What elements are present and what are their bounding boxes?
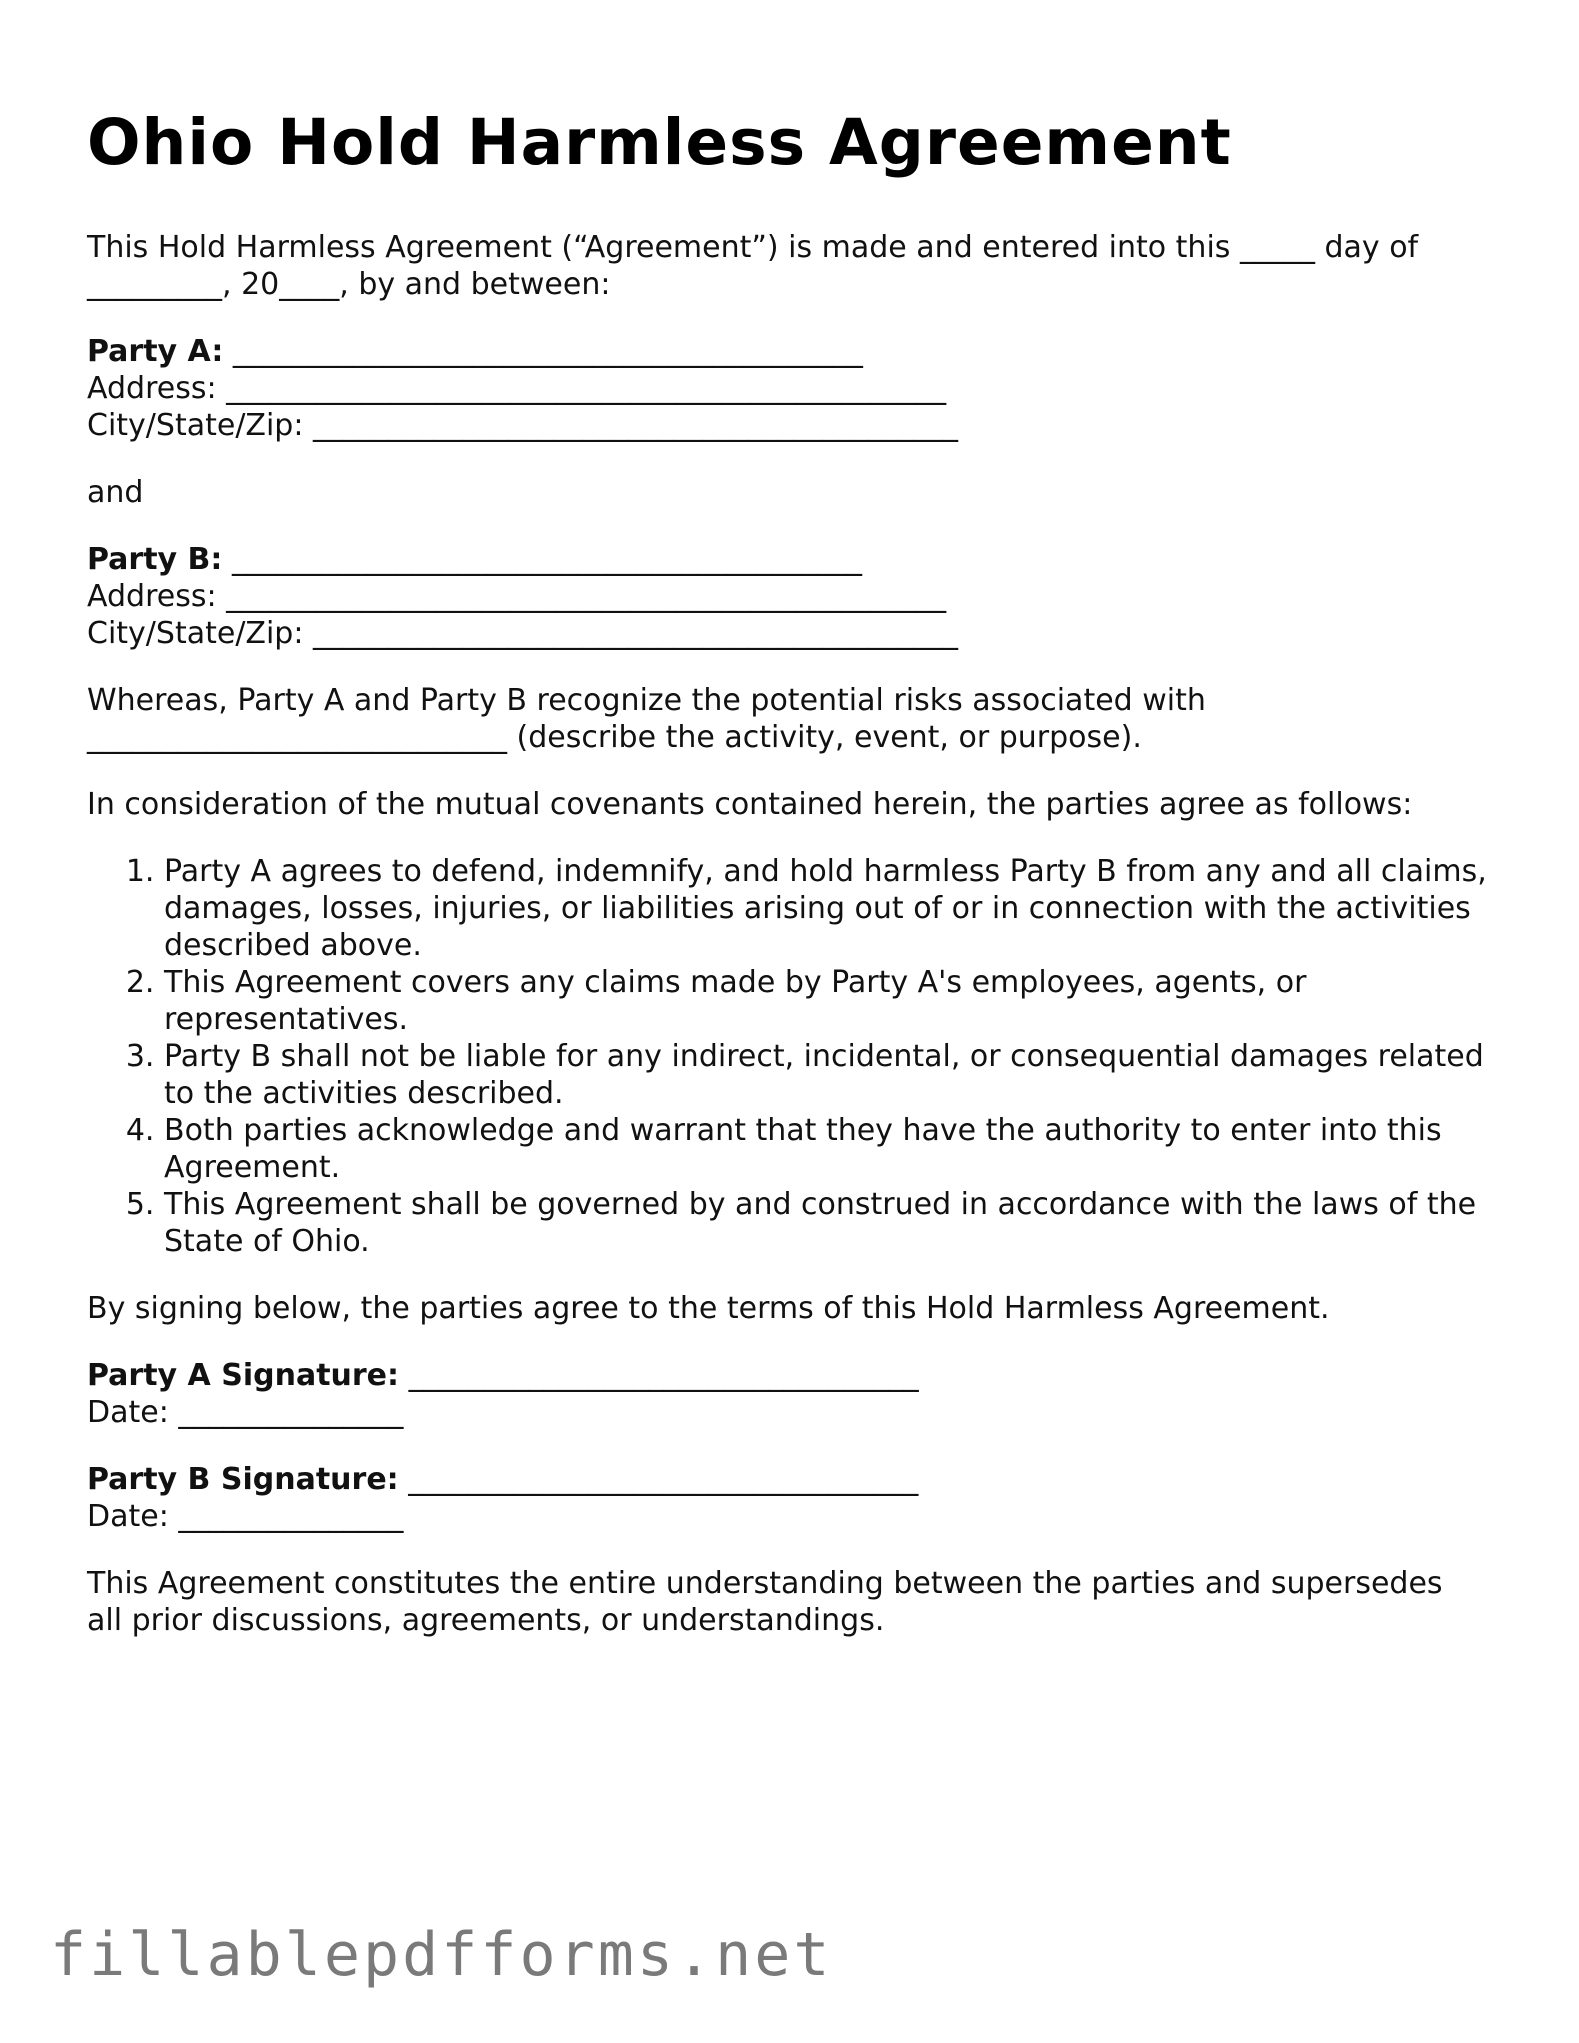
term-item: 1. Party A agrees to defend, indemnify, and hold harmless Party B from any and all claims, damages, losses, injuries, or liabilities arising out of or in connection with the activities described above. — [164, 853, 1497, 964]
party-b-date-line[interactable]: Date: _______________ — [87, 1499, 404, 1535]
party-b-signature-line — [87, 1461, 1497, 1498]
party-b-name-line — [87, 541, 1497, 578]
party-b-signature-blank[interactable]: __________________________________ — [398, 1462, 919, 1498]
party-b-label: Party B: — [87, 542, 223, 578]
whereas-line-2[interactable]: ____________________________ (describe the activity, event, or purpose). — [87, 720, 1142, 756]
signing-paragraph: By signing below, the parties agree to the terms of this Hold Harmless Agreement. — [87, 1291, 1330, 1327]
intro-line-1: This Hold Harmless Agreement (“Agreement”) is made and entered into this _____ day of — [87, 230, 1419, 266]
party-a-address-line[interactable]: Address: ________________________________________________ — [87, 371, 947, 407]
party-b-signature-block — [87, 1461, 1497, 1535]
party-a-name-blank[interactable]: __________________________________________ — [223, 334, 863, 370]
party-a-signature-block — [87, 1357, 1497, 1431]
consideration-paragraph: In consideration of the mutual covenants contained herein, the parties agree as follows: — [87, 787, 1413, 823]
watermark: fillablepdfforms.net — [50, 1920, 833, 1990]
terms-list — [87, 853, 1497, 1260]
closing-paragraph — [87, 1565, 1497, 1639]
party-a-signature-blank[interactable]: __________________________________ — [399, 1358, 919, 1394]
closing-line-1: This Agreement constitutes the entire understanding between the parties and supersedes — [87, 1566, 1443, 1602]
and-text: and — [87, 475, 144, 511]
party-b-city-line[interactable]: City/State/Zip: ___________________________________________ — [87, 616, 958, 652]
term-item: 2. This Agreement covers any claims made by Party A's employees, agents, or representatives. — [164, 964, 1497, 1038]
party-b-block — [87, 541, 1497, 652]
term-item: 4. Both parties acknowledge and warrant that they have the authority to enter into this Agreement. — [164, 1112, 1497, 1186]
party-a-block — [87, 333, 1497, 444]
party-b-address-line[interactable]: Address: ________________________________________________ — [87, 579, 947, 615]
party-a-signature-label: Party A Signature: — [87, 1358, 400, 1394]
document-title: Ohio Hold Harmless Agreement — [87, 106, 1232, 179]
party-a-signature-line — [87, 1357, 1497, 1394]
party-a-date-line[interactable]: Date: _______________ — [87, 1395, 404, 1431]
party-a-city-line[interactable]: City/State/Zip: ___________________________________________ — [87, 408, 958, 444]
term-item: 3. Party B shall not be liable for any indirect, incidental, or consequential damages related to the activities described. — [164, 1038, 1497, 1112]
whereas-paragraph — [87, 682, 1497, 756]
closing-line-2: all prior discussions, agreements, or understandings. — [87, 1603, 885, 1639]
document-page — [87, 108, 1497, 1639]
intro-line-2: _________, 20____, by and between: — [87, 267, 611, 303]
intro-paragraph — [87, 229, 1497, 303]
party-a-name-line — [87, 333, 1497, 370]
party-b-name-blank[interactable]: __________________________________________ — [222, 542, 862, 578]
party-b-signature-label: Party B Signature: — [87, 1462, 399, 1498]
term-item: 5. This Agreement shall be governed by and construed in accordance with the laws of the State of Ohio. — [164, 1186, 1497, 1260]
whereas-line-1: Whereas, Party A and Party B recognize the potential risks associated with — [87, 683, 1206, 719]
party-a-label: Party A: — [87, 334, 224, 370]
